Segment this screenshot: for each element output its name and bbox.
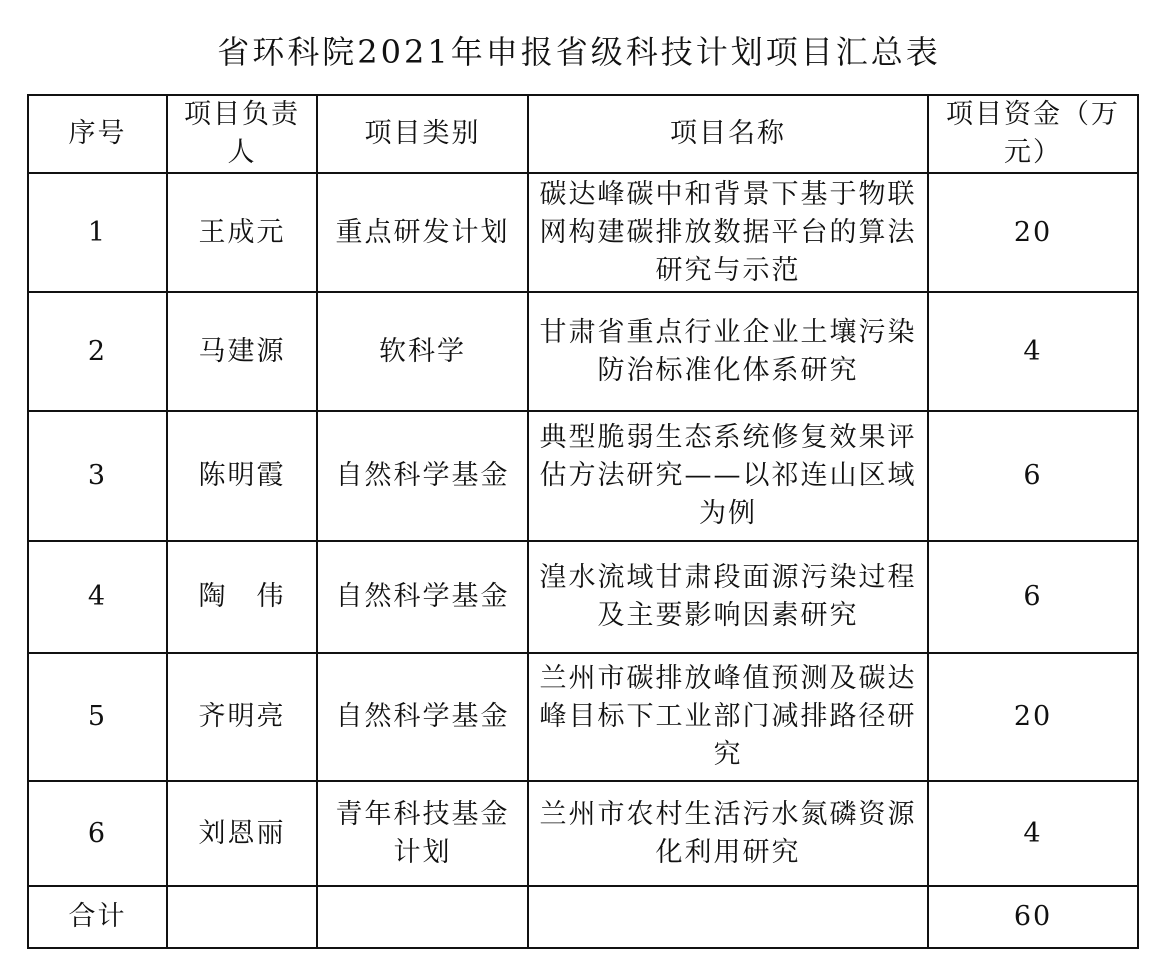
header-funding: 项目资金（万元） xyxy=(928,95,1138,173)
row-category: 青年科技基金计划 xyxy=(317,781,528,886)
row-project-name: 甘肃省重点行业企业土壤污染防治标准化体系研究 xyxy=(528,292,928,411)
row-leader: 马建源 xyxy=(167,292,317,411)
row-index: 6 xyxy=(28,781,167,886)
table-row xyxy=(28,653,1138,781)
header-index: 序号 xyxy=(28,95,167,173)
row-leader: 齐明亮 xyxy=(167,653,317,781)
row-category: 自然科学基金 xyxy=(317,653,528,781)
project-summary-table xyxy=(27,94,1139,949)
row-category: 软科学 xyxy=(317,292,528,411)
row-index: 3 xyxy=(28,411,167,541)
row-category: 自然科学基金 xyxy=(317,541,528,653)
table-header-row xyxy=(28,95,1138,173)
row-index: 2 xyxy=(28,292,167,411)
row-leader: 陶 伟 xyxy=(167,541,317,653)
table-total-row xyxy=(28,886,1138,948)
row-project-name: 湟水流域甘肃段面源污染过程及主要影响因素研究 xyxy=(528,541,928,653)
total-funding: 60 xyxy=(928,886,1138,948)
row-project-name: 兰州市碳排放峰值预测及碳达峰目标下工业部门减排路径研究 xyxy=(528,653,928,781)
table-row xyxy=(28,173,1138,292)
row-funding: 4 xyxy=(928,292,1138,411)
header-category: 项目类别 xyxy=(317,95,528,173)
row-index: 4 xyxy=(28,541,167,653)
row-index: 5 xyxy=(28,653,167,781)
row-funding: 20 xyxy=(928,653,1138,781)
row-funding: 4 xyxy=(928,781,1138,886)
table-row xyxy=(28,411,1138,541)
total-category xyxy=(317,886,528,948)
row-category: 自然科学基金 xyxy=(317,411,528,541)
row-funding: 20 xyxy=(928,173,1138,292)
row-leader: 陈明霞 xyxy=(167,411,317,541)
header-name: 项目名称 xyxy=(528,95,928,173)
row-funding: 6 xyxy=(928,411,1138,541)
table-row xyxy=(28,781,1138,886)
row-project-name: 典型脆弱生态系统修复效果评估方法研究——以祁连山区域为例 xyxy=(528,411,928,541)
row-project-name: 兰州市农村生活污水氮磷资源化利用研究 xyxy=(528,781,928,886)
header-leader: 项目负责人 xyxy=(167,95,317,173)
row-project-name: 碳达峰碳中和背景下基于物联网构建碳排放数据平台的算法研究与示范 xyxy=(528,173,928,292)
row-leader: 王成元 xyxy=(167,173,317,292)
total-name xyxy=(528,886,928,948)
row-index: 1 xyxy=(28,173,167,292)
table-row xyxy=(28,541,1138,653)
table-row xyxy=(28,292,1138,411)
row-leader: 刘恩丽 xyxy=(167,781,317,886)
total-leader xyxy=(167,886,317,948)
total-label: 合计 xyxy=(28,886,167,948)
page-title: 省环科院2021年申报省级科技计划项目汇总表 xyxy=(217,33,941,71)
row-funding: 6 xyxy=(928,541,1138,653)
row-category: 重点研发计划 xyxy=(317,173,528,292)
